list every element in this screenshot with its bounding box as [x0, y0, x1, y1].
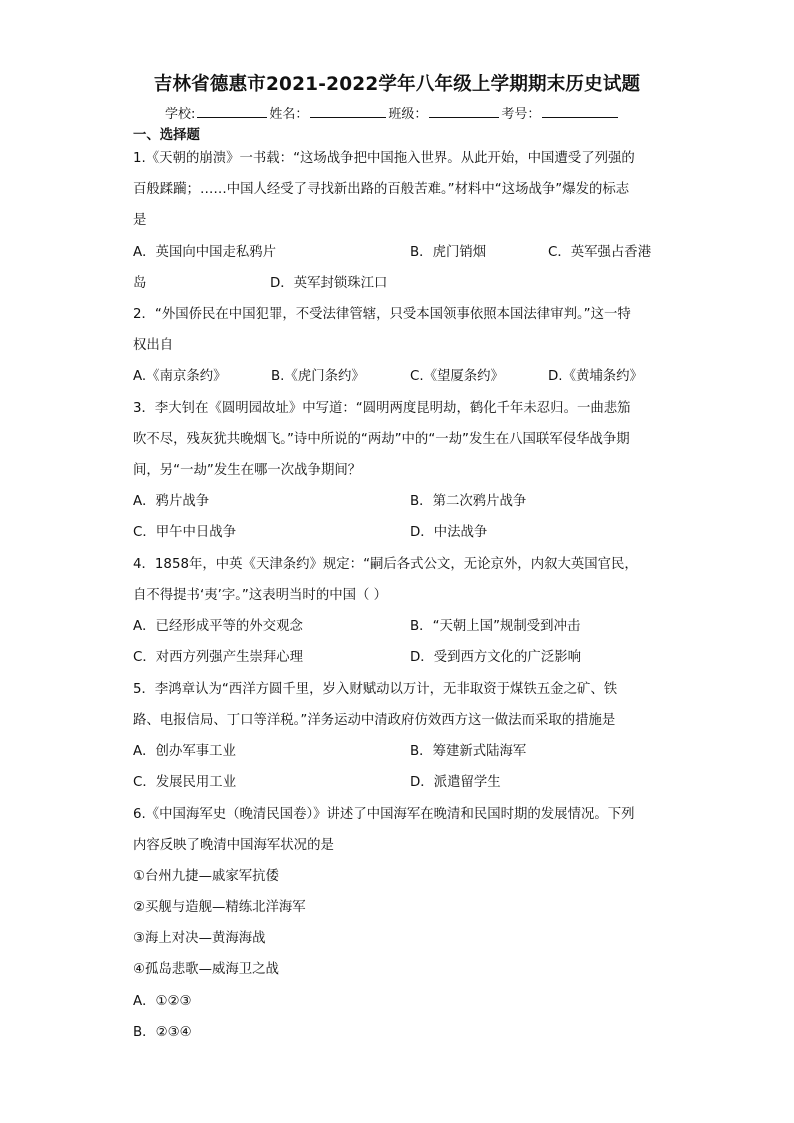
question-1-line-2: 百般蹂躏；……中国人经受了寻找新出路的百般苦难。”材料中“这场战争”爆发的标志 — [133, 182, 630, 197]
question-4-option-d[interactable]: D．受到西方文化的广泛影响 — [410, 650, 581, 665]
name-blank[interactable] — [310, 103, 386, 118]
question-6-item-4: ④孤岛悲歌—威海卫之战 — [133, 962, 279, 977]
class-blank[interactable] — [429, 103, 499, 118]
question-1-option-d[interactable]: D．英军封锁珠江口 — [270, 276, 388, 291]
question-6-item-2: ②买舰与造舰—精练北洋海军 — [133, 900, 306, 915]
question-4-option-c[interactable]: C．对西方列强产生崇拜心理 — [133, 650, 304, 665]
school-label: 学校: — [165, 107, 196, 122]
question-5-option-d[interactable]: D．派遣留学生 — [410, 775, 501, 790]
question-6-item-3: ③海上对决—黄海海战 — [133, 931, 266, 946]
school-blank[interactable] — [197, 103, 267, 118]
question-3-option-d[interactable]: D．中法战争 — [410, 525, 488, 540]
question-1-line-3: 是 — [133, 213, 147, 228]
question-2-line-2: 权出自 — [133, 338, 174, 353]
question-3-line-3: 间，另“一劫”发生在哪一次战争期间？ — [133, 463, 362, 478]
question-3-line-1: 3．李大钊在《圆明园故址》中写道：“圆明两度昆明劫，鹤化千年未忍归。一曲悲笳 — [133, 401, 631, 416]
exam-title: 吉林省德惠市2021-2022学年八年级上学期期末历史试题 — [153, 74, 641, 95]
question-4-option-a[interactable]: A．已经形成平等的外交观念 — [133, 619, 303, 634]
question-1-option-c[interactable]: C．英军强占香港 — [548, 245, 652, 260]
question-2-option-a[interactable]: A.《南京条约》 — [133, 369, 227, 384]
question-2-line-1: 2．“外国侨民在中国犯罪，不受法律管辖，只受本国领事依照本国法律审判。”这一特 — [133, 307, 631, 322]
question-4-option-b[interactable]: B．“天朝上国”规制受到冲击 — [410, 619, 581, 634]
exam-number-blank[interactable] — [542, 103, 618, 118]
question-6-option-b[interactable]: B．②③④ — [133, 1025, 192, 1040]
question-5-line-1: 5．李鸿章认为“西洋方圆千里，岁入财赋动以万计，无非取资于煤铁五金之矿、铁 — [133, 682, 618, 697]
question-5-option-a[interactable]: A．创办军事工业 — [133, 744, 236, 759]
question-5-option-b[interactable]: B．筹建新式陆海军 — [410, 744, 527, 759]
question-6-line-2: 内容反映了晚清中国海军状况的是 — [133, 838, 334, 853]
question-2-option-b[interactable]: B.《虎门条约》 — [271, 369, 365, 384]
question-1-option-c-wrap: 岛 — [133, 276, 147, 291]
student-info-row — [165, 103, 620, 122]
class-label: 班级： — [388, 107, 428, 122]
question-6-option-a[interactable]: A．①②③ — [133, 994, 192, 1009]
question-1-line-1: 1.《天朝的崩溃》一书载：“这场战争把中国拖入世界。从此开始，中国遭受了列强的 — [133, 151, 635, 166]
question-1-option-b[interactable]: B．虎门销烟 — [410, 245, 487, 260]
question-4-line-2: 自不得提书‘夷’字。”这表明当时的中国（ ） — [133, 588, 388, 603]
section-heading: 一、选择题 — [133, 128, 200, 143]
question-6-item-1: ①台州九捷—戚家军抗倭 — [133, 869, 279, 884]
question-2-option-d[interactable]: D.《黄埔条约》 — [548, 369, 643, 384]
question-3-option-b[interactable]: B．第二次鸦片战争 — [410, 494, 527, 509]
question-5-option-c[interactable]: C．发展民用工业 — [133, 775, 237, 790]
question-3-option-c[interactable]: C．甲午中日战争 — [133, 525, 237, 540]
name-label: 姓名： — [269, 107, 309, 122]
question-6-line-1: 6.《中国海军史（晚清民国卷）》讲述了中国海军在晚清和民国时期的发展情况。下列 — [133, 807, 635, 822]
question-4-line-1: 4．1858年，中英《天津条约》规定：“嗣后各式公文，无论京外，内叙大英国官民， — [133, 557, 638, 572]
question-1-option-a[interactable]: A．英国向中国走私鸦片 — [133, 245, 277, 260]
exam-number-label: 考号： — [501, 107, 541, 122]
question-3-option-a[interactable]: A．鸦片战争 — [133, 494, 210, 509]
question-2-option-c[interactable]: C.《望厦条约》 — [410, 369, 504, 384]
question-5-line-2: 路、电报信局、丁口等洋税。”洋务运动中清政府仿效西方这一做法而采取的措施是 — [133, 713, 616, 728]
question-3-line-2: 吹不尽，残灰犹共晚烟飞。”诗中所说的“两劫”中的“一劫”发生在八国联军侵华战争期 — [133, 432, 630, 447]
